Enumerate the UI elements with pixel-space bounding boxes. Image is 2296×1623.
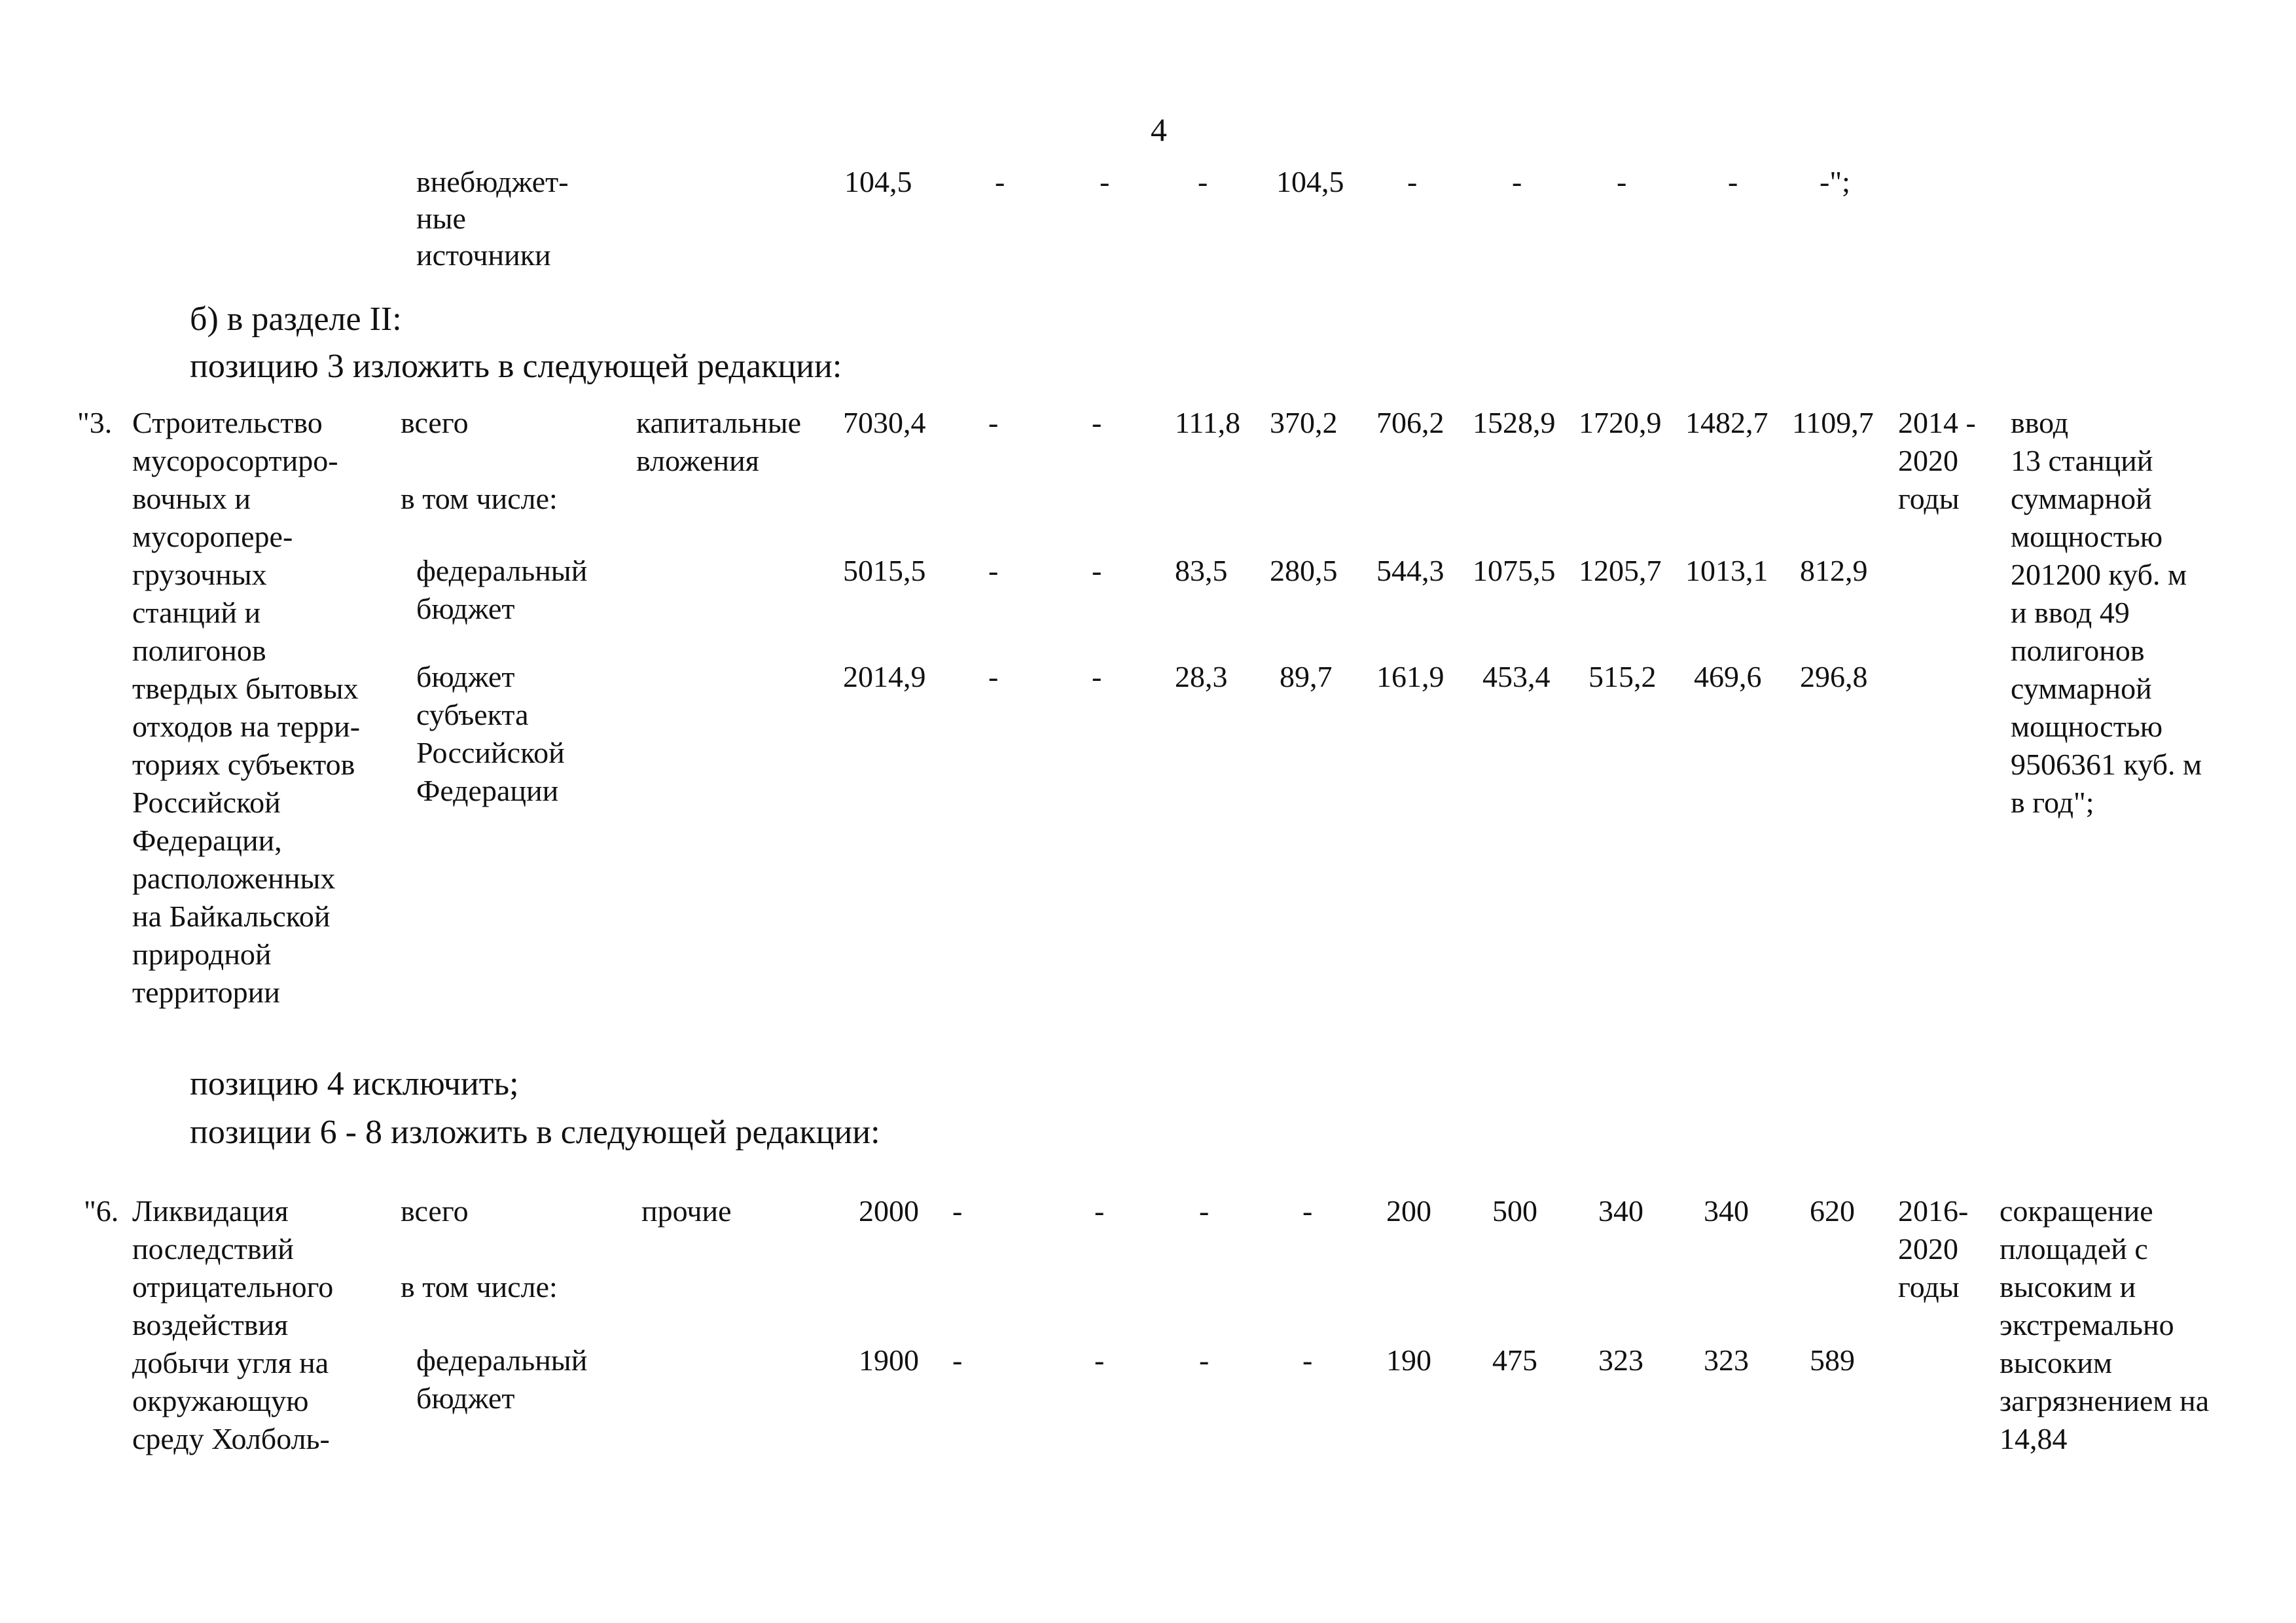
pos6-total-value: 2000 — [859, 1194, 919, 1228]
pos6-federal-value: 323 — [1704, 1343, 1749, 1377]
top-row-value: - — [995, 165, 1005, 198]
page-number: 4 — [1151, 111, 1167, 148]
pos3-result-line: мощностью — [2011, 710, 2163, 743]
pos6-total-value: 620 — [1810, 1194, 1855, 1228]
pos6-name-line: последствий — [132, 1232, 294, 1266]
pos3-federal-value: 280,5 — [1270, 554, 1338, 587]
pos3-federal-value: - — [1092, 554, 1102, 587]
pos3-number: "3. — [77, 406, 113, 439]
pos3-name-line: на Байкальской — [132, 900, 331, 933]
pos3-regional-value: - — [1092, 660, 1102, 693]
pos6-result-line: экстремально — [2000, 1308, 2174, 1341]
pos3-name-line: мусоросортиро- — [132, 444, 338, 477]
pos6-federal-value: - — [1199, 1343, 1210, 1377]
pos6-result-line: сокращение — [2000, 1194, 2153, 1228]
pos3-result-line: 201200 куб. м — [2011, 558, 2187, 591]
pos3-regional-value: 89,7 — [1280, 660, 1333, 693]
pos3-regional-value: - — [988, 660, 999, 693]
pos3-name-line: природной — [132, 938, 272, 971]
pos3-federal-value: 544,3 — [1376, 554, 1444, 587]
pos6-federal-value: 190 — [1386, 1343, 1431, 1377]
top-row-label-3: источники — [416, 238, 551, 272]
top-row-label-2: ные — [416, 202, 466, 235]
top-row-value: - — [1617, 165, 1627, 198]
pos3-name-line: расположенных — [132, 862, 336, 895]
pos6-total-value: 200 — [1386, 1194, 1431, 1228]
pos6-including-label: в том числе: — [401, 1270, 558, 1304]
pos3-name-line: Федерации, — [132, 824, 282, 857]
pos3-federal-value: 5015,5 — [843, 554, 926, 587]
top-row-value: -"; — [1820, 165, 1850, 198]
top-row-value: - — [1100, 165, 1110, 198]
pos3-federal-value: - — [988, 554, 999, 587]
pos3-name-line: Российской — [132, 786, 281, 819]
instruction-pos6-8: позиции 6 - 8 изложить в следующей редакции: — [190, 1114, 880, 1151]
pos3-total-value: 7030,4 — [843, 406, 926, 439]
top-row-value: 104,5 — [1276, 165, 1344, 198]
pos6-federal-label-line: бюджет — [416, 1381, 515, 1415]
instruction-pos4: позицию 4 исключить; — [190, 1065, 519, 1103]
pos6-total-value: - — [1302, 1194, 1313, 1228]
pos3-name-line: мусоропере- — [132, 520, 293, 553]
pos3-name-line: твердых бытовых — [132, 672, 359, 705]
pos3-years-line: годы — [1898, 482, 1960, 515]
pos6-result-line: площадей с — [2000, 1232, 2148, 1266]
pos3-regional-value: 453,4 — [1482, 660, 1551, 693]
pos3-federal-value: 812,9 — [1800, 554, 1868, 587]
pos6-federal-value: - — [1302, 1343, 1313, 1377]
pos6-years-line: годы — [1898, 1270, 1960, 1304]
pos3-total-value: 706,2 — [1376, 406, 1444, 439]
pos6-name-line: среду Холболь- — [132, 1422, 330, 1455]
pos6-total-value: 340 — [1704, 1194, 1749, 1228]
pos3-result-line: ввод — [2011, 406, 2069, 439]
pos3-result-line: суммарной — [2011, 672, 2152, 705]
pos3-regional-value: 296,8 — [1800, 660, 1868, 693]
pos6-federal-value: 589 — [1810, 1343, 1855, 1377]
pos6-number: "6. — [84, 1194, 119, 1228]
pos6-result-line: загрязнением на — [2000, 1384, 2210, 1417]
pos6-name-line: добычи угля на — [132, 1346, 329, 1379]
pos3-result-line: и ввод 49 — [2011, 596, 2130, 629]
pos3-name-line: Строительство — [132, 406, 323, 439]
pos3-total-value: 1528,9 — [1473, 406, 1556, 439]
pos3-result-line: мощностью — [2011, 520, 2163, 553]
pos3-result-line: в год"; — [2011, 786, 2094, 819]
pos3-name-line: отходов на терри- — [132, 710, 361, 743]
pos3-total-value: 1720,9 — [1579, 406, 1662, 439]
pos3-total-value: 1109,7 — [1792, 406, 1874, 439]
pos6-total-value: - — [1199, 1194, 1210, 1228]
pos3-expense-type-line: капитальные — [636, 406, 802, 439]
pos3-expense-type-line: вложения — [636, 444, 759, 477]
pos3-total-value: - — [1092, 406, 1102, 439]
pos6-name-line: окружающую — [132, 1384, 309, 1417]
pos6-expense-type: прочие — [641, 1194, 732, 1228]
pos6-federal-value: 323 — [1598, 1343, 1643, 1377]
pos3-name-line: станций и — [132, 596, 261, 629]
pos3-total-value: 370,2 — [1270, 406, 1338, 439]
pos3-regional-value: 515,2 — [1588, 660, 1657, 693]
top-row-value: - — [1512, 165, 1522, 198]
pos6-name-line: Ликвидация — [132, 1194, 289, 1228]
pos3-result-line: полигонов — [2011, 634, 2145, 667]
pos3-federal-label-line: федеральный — [416, 554, 588, 587]
pos6-total-value: 500 — [1492, 1194, 1537, 1228]
pos3-federal-value: 1075,5 — [1473, 554, 1556, 587]
pos3-regional-label-line: субъекта — [416, 698, 529, 731]
pos6-name-line: отрицательного — [132, 1270, 334, 1304]
pos3-regional-label-line: Федерации — [416, 774, 559, 807]
top-row-value: 104,5 — [844, 165, 912, 198]
pos3-regional-label-line: бюджет — [416, 660, 515, 693]
pos3-regional-value: 161,9 — [1376, 660, 1444, 693]
top-row-value: - — [1407, 165, 1418, 198]
pos6-federal-value: - — [952, 1343, 963, 1377]
pos3-name-line: полигонов — [132, 634, 266, 667]
pos6-result-line: 14,84 — [2000, 1422, 2068, 1455]
pos3-including-label: в том числе: — [401, 482, 558, 515]
pos3-regional-value: 28,3 — [1175, 660, 1228, 693]
pos3-federal-value: 83,5 — [1175, 554, 1228, 587]
pos6-federal-label-line: федеральный — [416, 1343, 588, 1377]
pos3-federal-label-line: бюджет — [416, 592, 515, 625]
pos3-total-label: всего — [401, 406, 469, 439]
pos3-total-value: - — [988, 406, 999, 439]
pos3-name-line: грузочных — [132, 558, 267, 591]
pos6-result-line: высоким и — [2000, 1270, 2136, 1304]
pos6-total-label: всего — [401, 1194, 469, 1228]
top-row-value: - — [1728, 165, 1738, 198]
pos6-federal-value: 1900 — [859, 1343, 919, 1377]
pos3-name-line: территории — [132, 976, 280, 1009]
pos3-result-line: 13 станций — [2011, 444, 2153, 477]
top-row-label-1: внебюджет- — [416, 165, 569, 198]
pos3-regional-label-line: Российской — [416, 736, 565, 769]
pos3-years-line: 2014 - — [1898, 406, 1976, 439]
pos6-federal-value: 475 — [1492, 1343, 1537, 1377]
top-row-value: - — [1198, 165, 1208, 198]
pos6-result-line: высоким — [2000, 1346, 2113, 1379]
pos6-years-line: 2016- — [1898, 1194, 1969, 1228]
pos3-name-line: ториях субъектов — [132, 748, 355, 781]
instruction-pos3: позицию 3 изложить в следующей редакции: — [190, 348, 842, 385]
pos3-regional-value: 2014,9 — [843, 660, 926, 693]
pos6-years-line: 2020 — [1898, 1232, 1958, 1266]
pos6-total-value: - — [952, 1194, 963, 1228]
pos3-result-line: 9506361 куб. м — [2011, 748, 2202, 781]
pos3-regional-value: 469,6 — [1694, 660, 1762, 693]
pos6-federal-value: - — [1094, 1343, 1105, 1377]
pos3-total-value: 111,8 — [1175, 406, 1241, 439]
pos6-total-value: - — [1094, 1194, 1105, 1228]
pos3-years-line: 2020 — [1898, 444, 1958, 477]
pos3-federal-value: 1013,1 — [1685, 554, 1768, 587]
pos6-name-line: воздействия — [132, 1308, 289, 1341]
pos6-total-value: 340 — [1598, 1194, 1643, 1228]
section-b-heading: б) в разделе II: — [190, 301, 402, 338]
pos3-result-line: суммарной — [2011, 482, 2152, 515]
pos3-federal-value: 1205,7 — [1579, 554, 1662, 587]
pos3-total-value: 1482,7 — [1685, 406, 1768, 439]
pos3-name-line: вочных и — [132, 482, 251, 515]
